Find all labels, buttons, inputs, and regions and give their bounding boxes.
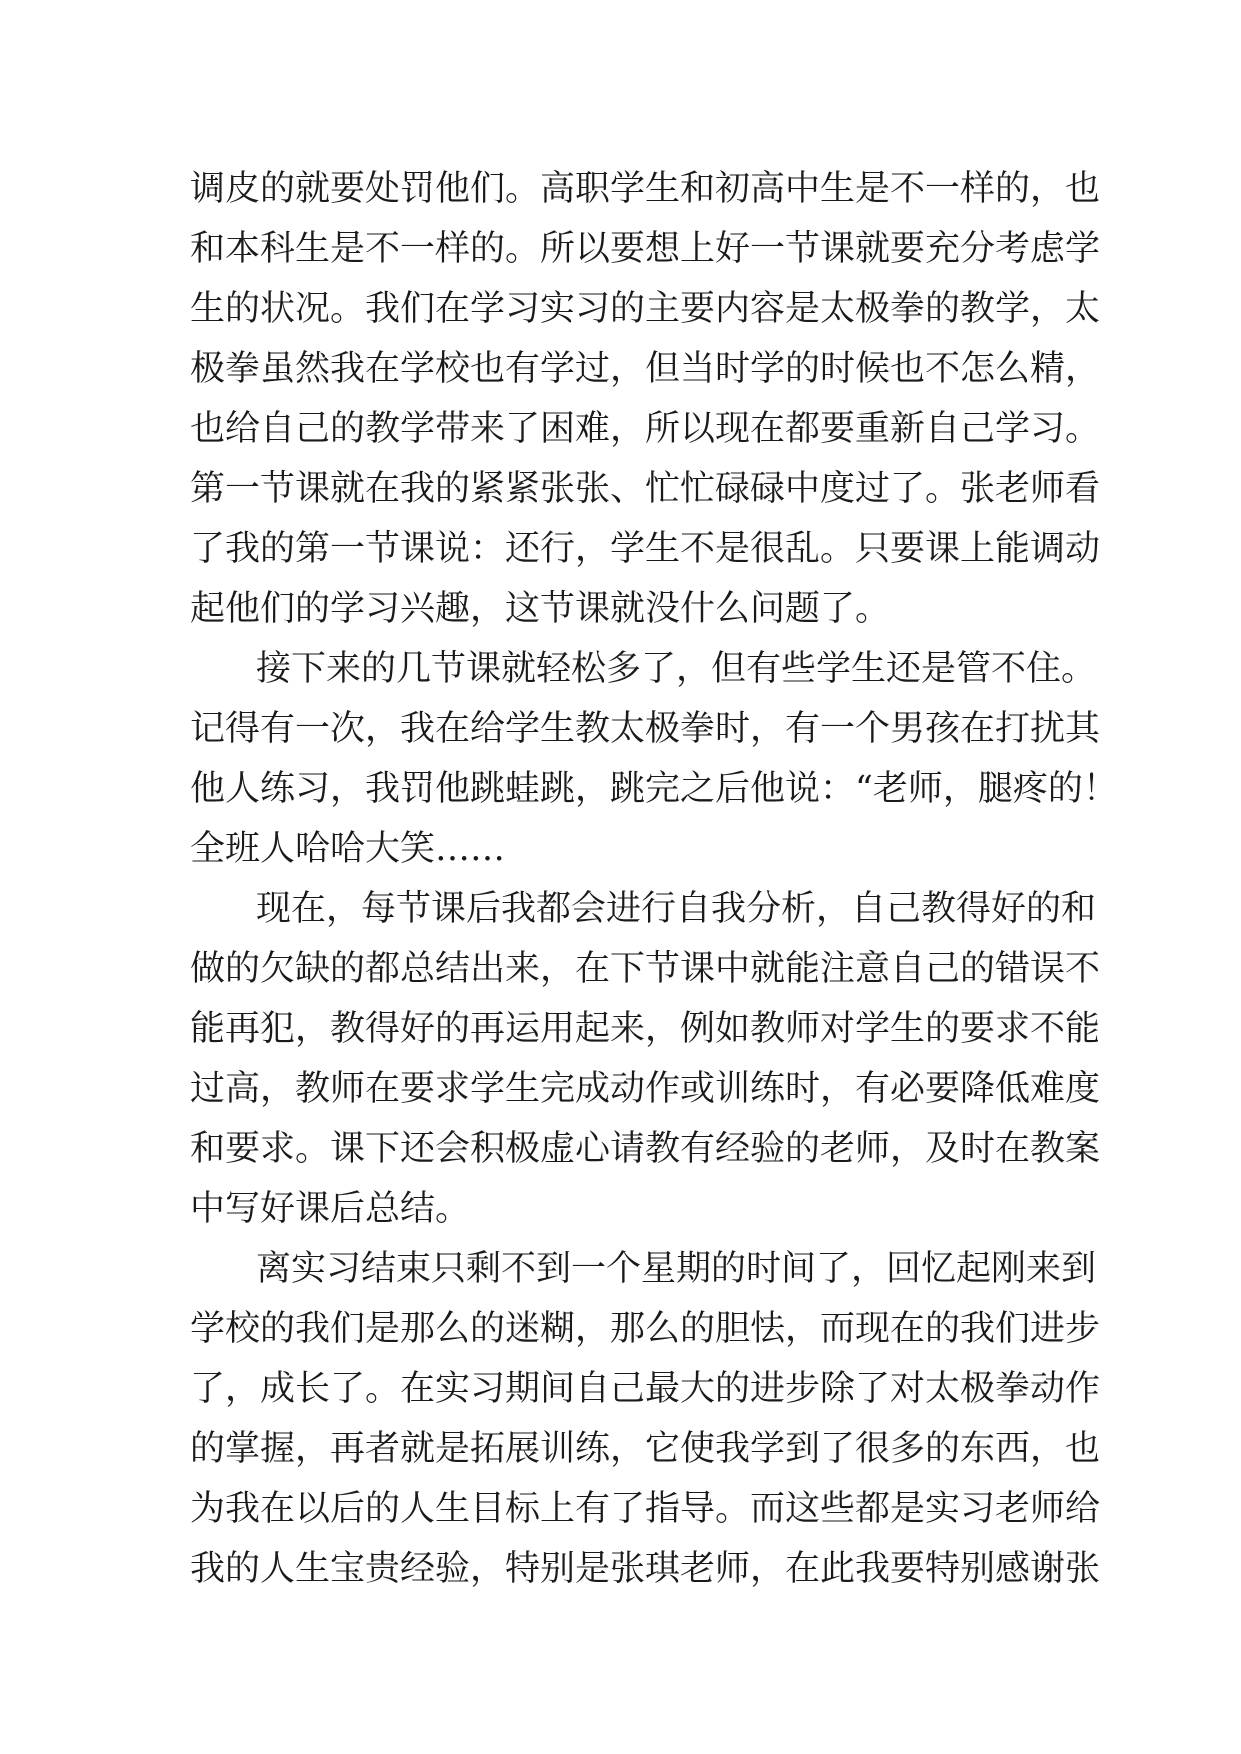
text-line: 为我在以后的人生目标上有了指导。而这些都是实习老师给 xyxy=(190,1489,1101,1529)
text-line: 了我的第一节课说：还行，学生不是很乱。只要课上能调动 xyxy=(190,529,1101,569)
text-line: 也给自己的教学带来了困难，所以现在都要重新自己学习。 xyxy=(190,409,1101,449)
text-line: 他人练习，我罚他跳蛙跳，跳完之后他说：“老师，腿疼的！ xyxy=(190,769,1118,809)
text-line: 调皮的就要处罚他们。高职学生和初高中生是不一样的，也 xyxy=(190,169,1101,209)
text-line: 做的欠缺的都总结出来，在下节课中就能注意自己的错误不 xyxy=(190,949,1101,989)
text-line: 和本科生是不一样的。所以要想上好一节课就要充分考虑学 xyxy=(190,229,1101,269)
text-line: 起他们的学习兴趣，这节课就没什么问题了。 xyxy=(190,589,891,629)
text-line: 第一节课就在我的紧紧张张、忙忙碌碌中度过了。张老师看 xyxy=(190,469,1101,509)
text-line: 接下来的几节课就轻松多了，但有些学生还是管不住。 xyxy=(256,649,1097,689)
text-line: 和要求。课下还会积极虚心请教有经验的老师，及时在教案 xyxy=(190,1129,1101,1169)
text-line: 离实习结束只剩不到一个星期的时间了，回忆起刚来到 xyxy=(256,1249,1097,1289)
text-line: 了，成长了。在实习期间自己最大的进步除了对太极拳动作 xyxy=(190,1369,1101,1409)
text-line: 生的状况。我们在学习实习的主要内容是太极拳的教学，太 xyxy=(190,289,1101,329)
text-line: 全班人哈哈大笑…… xyxy=(190,829,506,869)
text-line: 记得有一次，我在给学生教太极拳时，有一个男孩在打扰其 xyxy=(190,709,1101,749)
text-line: 能再犯，教得好的再运用起来，例如教师对学生的要求不能 xyxy=(190,1009,1101,1049)
text-line: 过高，教师在要求学生完成动作或训练时，有必要降低难度 xyxy=(190,1069,1101,1109)
text-line: 现在，每节课后我都会进行自我分析，自己教得好的和 xyxy=(256,889,1097,929)
text-line: 极拳虽然我在学校也有学过，但当时学的时候也不怎么精， xyxy=(190,349,1101,389)
text-line: 我的人生宝贵经验，特别是张琪老师，在此我要特别感谢张 xyxy=(190,1549,1101,1589)
text-line: 学校的我们是那么的迷糊，那么的胆怯，而现在的我们进步 xyxy=(190,1309,1101,1349)
text-line: 中写好课后总结。 xyxy=(190,1189,471,1229)
text-line: 的掌握，再者就是拓展训练，它使我学到了很多的东西，也 xyxy=(190,1429,1101,1469)
